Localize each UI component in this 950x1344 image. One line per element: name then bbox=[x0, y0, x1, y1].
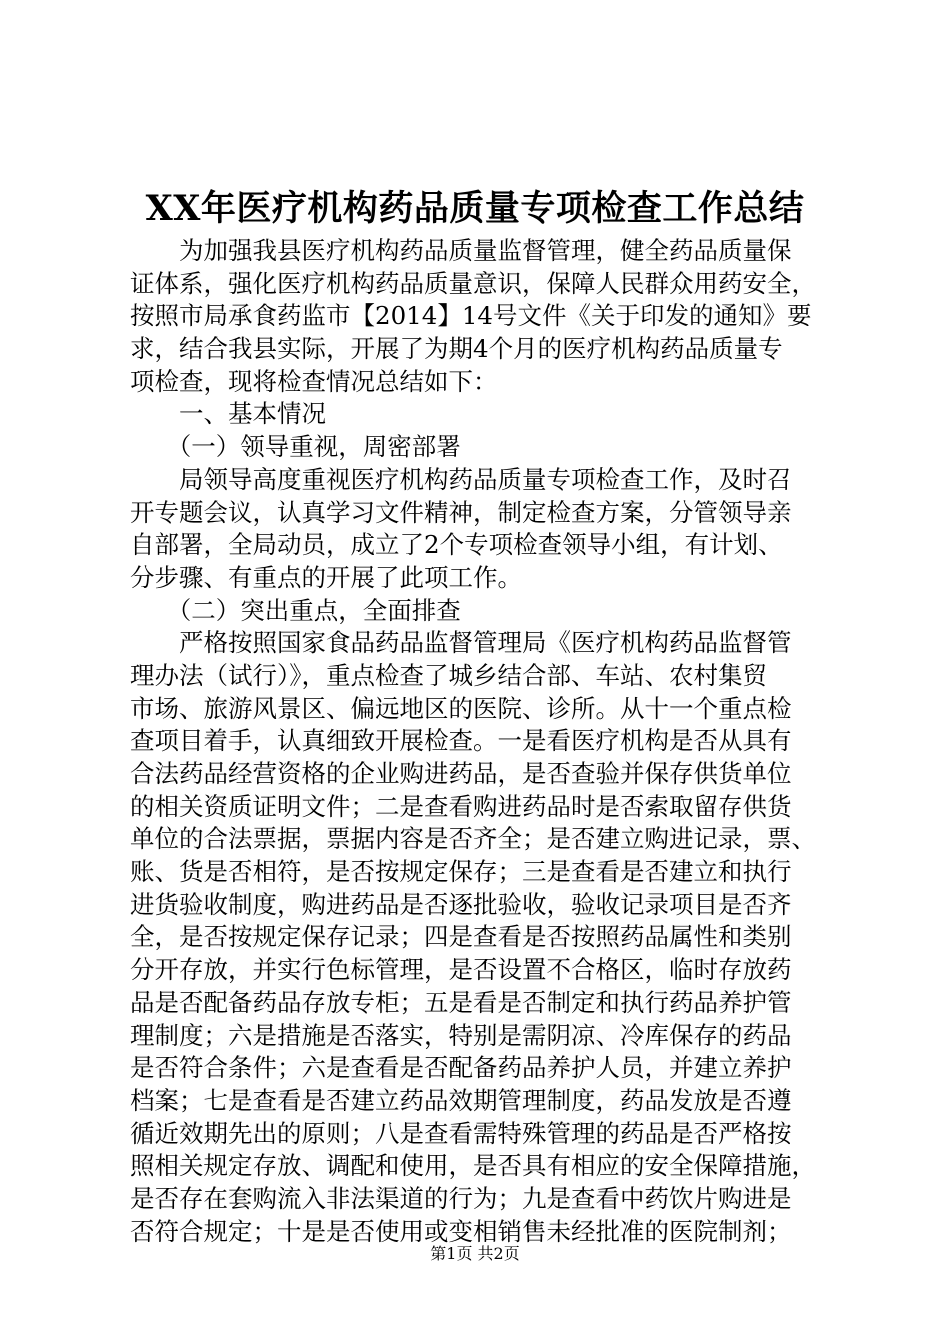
body-line: 严格按照国家食品药品监督管理局《医疗机构药品监督管 bbox=[130, 628, 792, 658]
body-line: 局领导高度重视医疗机构药品质量专项检查工作，及时召 bbox=[130, 464, 792, 494]
body-line: 为加强我县医疗机构药品质量监督管理，健全药品质量保 bbox=[130, 236, 792, 265]
body-line: 是否符合条件；六是查看是否配备药品养护人员，并建立养护 bbox=[130, 1053, 792, 1083]
document-title: XX年医疗机构药品质量专项检查工作总结 bbox=[145, 188, 805, 229]
body-line: 是否存在套购流入非法渠道的行为；九是查看中药饮片购进是 bbox=[130, 1183, 792, 1213]
document-body bbox=[130, 235, 830, 1248]
body-line: 分开存放，并实行色标管理，是否设置不合格区，临时存放药 bbox=[130, 955, 792, 985]
body-line: （二）突出重点，全面排查 bbox=[130, 595, 461, 625]
body-line: 进货验收制度，购进药品是否逐批验收，验收记录项目是否齐 bbox=[130, 889, 792, 919]
body-line: 全，是否按规定保存记录；四是查看是否按照药品属性和类别 bbox=[130, 922, 792, 952]
body-line: 开专题会议，认真学习文件精神，制定检查方案，分管领导亲 bbox=[130, 497, 792, 527]
body-line: 项检查，现将检查情况总结如下： bbox=[130, 366, 498, 396]
body-line: 一、基本情况 bbox=[130, 399, 326, 429]
body-line: 照相关规定存放、调配和使用，是否具有相应的安全保障措施， bbox=[130, 1151, 816, 1181]
body-line: 求，结合我县实际，开展了为期4个月的医疗机构药品质量专 bbox=[130, 334, 783, 364]
body-line: 理制度；六是措施是否落实，特别是需阴凉、冷库保存的药品 bbox=[130, 1020, 792, 1050]
body-line: 自部署，全局动员，成立了2个专项检查领导小组，有计划、 bbox=[130, 530, 783, 560]
body-line: 理办法（试行）》，重点检查了城乡结合部、车站、农村集贸 bbox=[130, 660, 767, 690]
body-line: 证体系，强化医疗机构药品质量意识，保障人民群众用药安全， bbox=[130, 268, 816, 298]
body-line: 档案；七是查看是否建立药品效期管理制度，药品发放是否遵 bbox=[130, 1085, 792, 1115]
body-line: 循近效期先出的原则；八是查看需特殊管理的药品是否严格按 bbox=[130, 1118, 792, 1148]
body-line: 品是否配备药品存放专柜；五是看是否制定和执行药品养护管 bbox=[130, 987, 792, 1017]
body-line: 的相关资质证明文件；二是查看购进药品时是否索取留存供货 bbox=[130, 791, 792, 821]
body-line: （一）领导重视，周密部署 bbox=[130, 432, 461, 462]
body-line: 查项目着手，认真细致开展检查。一是看医疗机构是否从具有 bbox=[130, 726, 792, 756]
body-line: 账、货是否相符，是否按规定保存；三是查看是否建立和执行 bbox=[130, 857, 792, 887]
body-line: 合法药品经营资格的企业购进药品，是否查验并保存供货单位 bbox=[130, 759, 792, 788]
page-footer: 第1页 共2页 bbox=[430, 1244, 520, 1263]
body-line: 分步骤、有重点的开展了此项工作。 bbox=[130, 562, 522, 592]
body-line: 单位的合法票据，票据内容是否齐全；是否建立购进记录，票、 bbox=[130, 824, 816, 854]
body-line: 市场、旅游风景区、偏远地区的医院、诊所。从十一个重点检 bbox=[130, 693, 792, 723]
body-line: 否符合规定；十是是否使用或变相销售未经批准的医院制剂； bbox=[130, 1216, 792, 1246]
body-line: 按照市局承食药监市【2014】14号文件《关于印发的通知》要 bbox=[130, 301, 812, 331]
